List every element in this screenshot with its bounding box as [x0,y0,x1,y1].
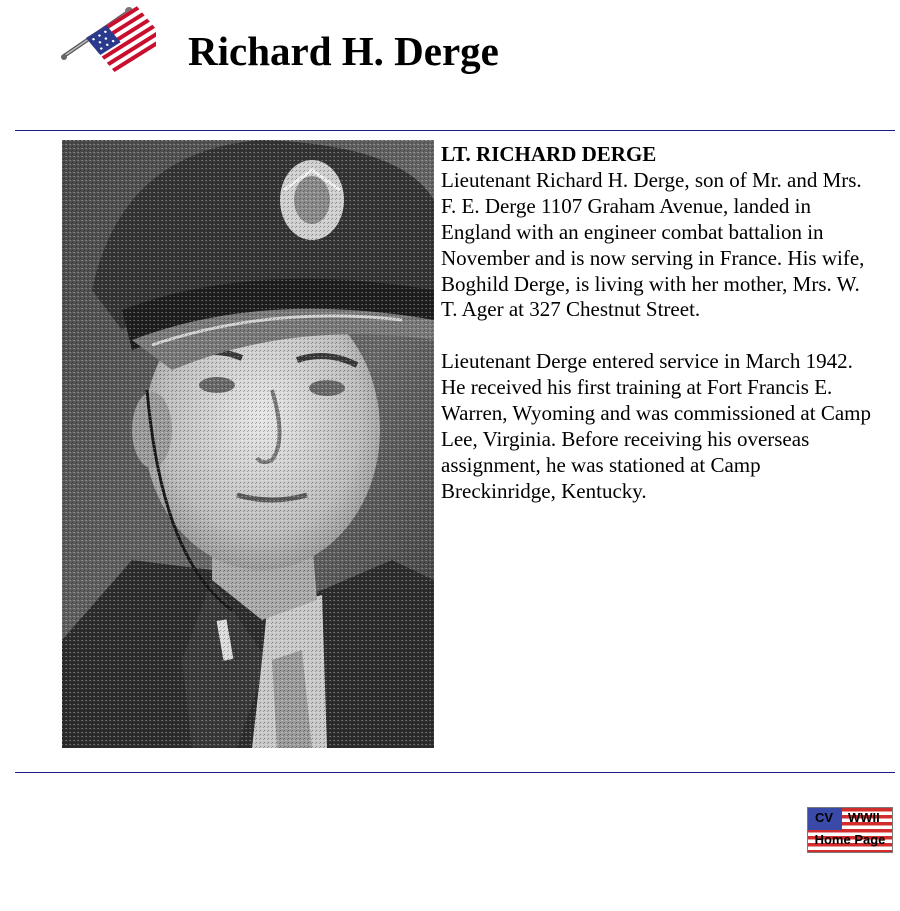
home-button-wwii-label: WWII [848,810,880,825]
article [441,142,871,505]
article-paragraph: Lieutenant Derge entered service in March 1942. He received his first training at Fort Francis E. Warren, Wyoming and was commissioned at Camp Lee, Virginia. Before receiving his overseas assignment, he was stationed at Camp Breckinridge, Kentucky. [441,349,871,503]
american-flag-on-pole-icon [60,4,156,90]
article-paragraph: Lieutenant Richard H. Derge, son of Mr. and Mrs. F. E. Derge 1107 Graham Avenue, landed in England with an engineer combat battalion in November and is now serving in France. His wife, Boghild Derge, is living with her mother, Mrs. W. T. Ager at 327 Chestnut Street. [441,167,865,322]
top-divider [15,130,895,131]
home-button-cv-label: CV [815,810,834,825]
soldier-portrait-photo [62,140,434,748]
bottom-divider [15,772,895,773]
home-page-button[interactable] [807,807,893,853]
page-title: Richard H. Derge [188,28,499,74]
article-heading: LT. RICHARD DERGE [441,142,657,166]
home-button-label: Home Page [814,832,886,847]
